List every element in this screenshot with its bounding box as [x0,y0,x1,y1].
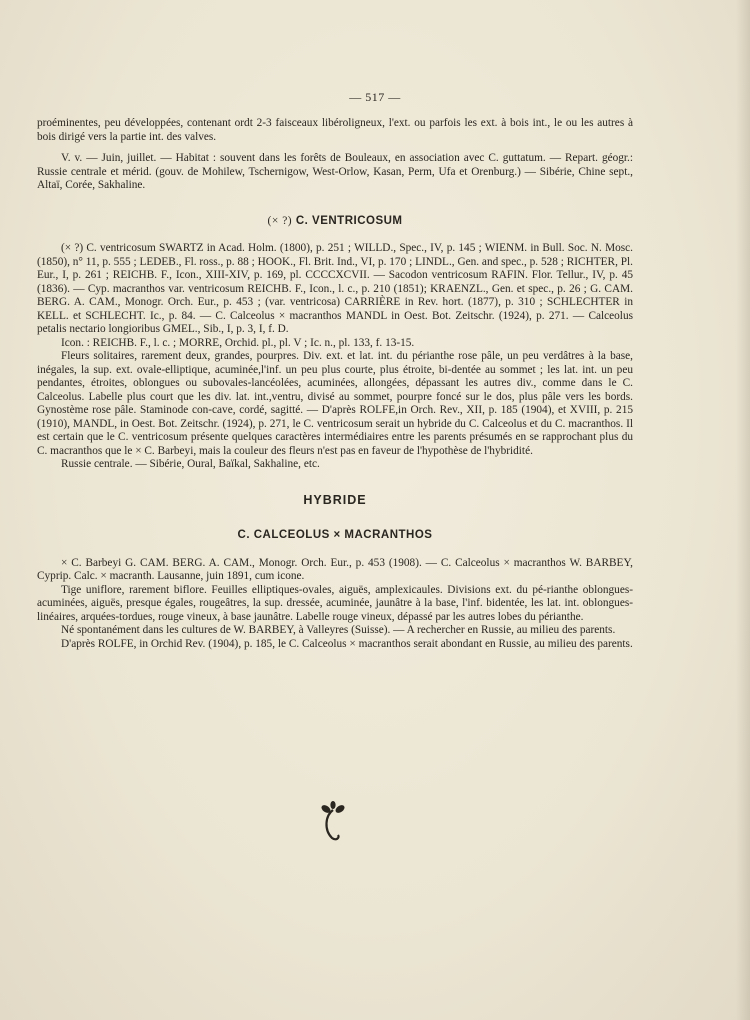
paragraph-icones: Icon. : REICHB. F., l. c. ; MORRE, Orchid. pl., pl. V ; Ic. n., pl. 133, f. 13-15. [61,336,415,349]
paragraph-description: Fleurs solitaires, rarement deux, grandes, pourpres. Div. ext. et lat. int. du périanthe rose pâle, un peu verdâtres à la base, inégales, la sup. ext. ovale-elliptique, acuminée,l'inf. un peu plus courte, plus étroite, bi-dentée au sommet ; les lat. int. un peu pendantes, étroites, oblongues ou subovales-lancéolées, acuminées, allongées, dépassant les autres div., comme dans le C. Calceolus. Labelle plus court que les div. lat. int.,ventru, divisé au sommet, pourpre foncé sur le dos, plus pâle vers les bords. Gynostème rose pâle. Staminode con-cave, cordé, sagitté. — D'après ROLFE,in Orch. Rev., XII, p. 185 (1904), et XVIII, p. 215 (1910), MANDL, in Oest. Bot. Zeitschr. (1924), p. 271, le C. ventricosum serait un hybride du C. Calceolus et du C. macranthos. Il est certain que le C. ventricosum présente quelques caractères intermédiaires entre les parents présumés en se rapprochant plus du C. macranthos que le × C. Barbeyi, mais la couleur des fleurs n'est pas en faveur de l'hypothèse de l'hybridité. [37,350,633,457]
section-heading-ventricosum [37,215,633,229]
subsection-heading-hybrid: C. CALCEOLUS × MACRANTHOS [237,529,433,541]
paragraph-continuation: proéminentes, peu développées, contenant ordt 2-3 faisceaux libéroligneux, l'ext. ou parfois les ext. à bois int., le ou les autres à bois dirigé vers la partie int. des valves. [37,117,633,143]
paragraph-barbeyi-synonymy: × C. Barbeyi G. CAM. BERG. A. CAM., Monogr. Orch. Eur., p. 453 (1908). — C. Calceolus × macranthos W. BARBEY, Cyprip. Calc. × macranth. Lausanne, juin 1891, cum icone. [37,556,633,582]
page-edge-shadow [736,0,750,1020]
page-number: — 517 — [349,90,401,104]
heading-prefix: (× ?) [267,214,293,227]
floral-ornament-icon [316,800,350,842]
page-body [37,117,633,651]
heading-title: C. VENTRICOSUM [295,214,403,227]
paragraph-barbeyi-rolfe: D'après ROLFE, in Orchid Rev. (1904), p. 185, le C. Calceolus × macranthos serait abondant en Russie, au milieu des parents. [61,637,633,650]
paragraph-synonymy: (× ?) C. ventricosum SWARTZ in Acad. Holm. (1800), p. 251 ; WILLD., Spec., IV, p. 145 ; WIENM. in Bull. Soc. N. Mosc. (1850), n° 11, p. 555 ; LEDEB., Fl. ross., p. 88 ; HOOK., Fl. Brit. Ind., VI, p. 170 ; LINDL., Gen. and spec., p. 528 ; RICHTER, Pl. Eur., I, p. 261 ; REICHB. F., Icon., XIII-XIV, p. 169, pl. CCCCXCVII. — Sacodon ventricosum RAFIN. Flor. Tellur., IV, p. 45 (1836). — Cyp. macranthos var. ventricosum REICHB. F., Icon., l. c., p. 210 (1851); KRAENZL., Gen. et spec., p. 26 ; G. CAM. BERG. A. CAM., Monogr. Orch. Eur., p. 453 ; (var. ventricosa) CARRIÈRE in Rev. hort. (1877), p. 310 ; SCHLECHTER in KELL. et SCHLECHT. Ic., p. 84. — C. Calceolus × macranthos MANDL in Oest. Bot. Zeitschr. (1924), p. 271. — Calceolus petalis nectario longioribus GMEL., Sib., I, p. 3, I, f. D. [37,242,633,335]
paragraph-habitat: V. v. — Juin, juillet. — Habitat : souvent dans les forêts de Bouleaux, en association avec C. guttatum. — Repart. géogr.: Russie centrale et mérid. (gouv. de Mohilew, Tschernigow, West-Orlow, Kasan, Perm, Ufa et Orenburg.) — Sibérie, Chine sept., Altaï, Corée, Sakhaline. [37,152,633,191]
section-heading-hybride: HYBRIDE [303,492,367,507]
paragraph-barbeyi-origin: Né spontanément dans les cultures de W. BARBEY, à Valleyres (Suisse). — A rechercher en Russie, au milieu des parents. [61,624,616,636]
paragraph-distribution: Russie centrale. — Sibérie, Oural, Baïkal, Sakhaline, etc. [61,458,320,470]
paragraph-barbeyi-description: Tige uniflore, rarement biflore. Feuilles elliptiques-ovales, aiguës, amplexicaules. Divisions ext. du pé-rianthe oblongues-acuminées, aiguës, presque égales, rougeâtres, la sup. dressée, acuminée, jaunâtre à la base, l'inf. bidentée, les lat. int. oblongues-linéaires, arquées-tordues, rouge vineux, à base jaunâtre. Labelle rouge vineux, dépassé par les autres lobes du périanthe. [37,583,633,623]
